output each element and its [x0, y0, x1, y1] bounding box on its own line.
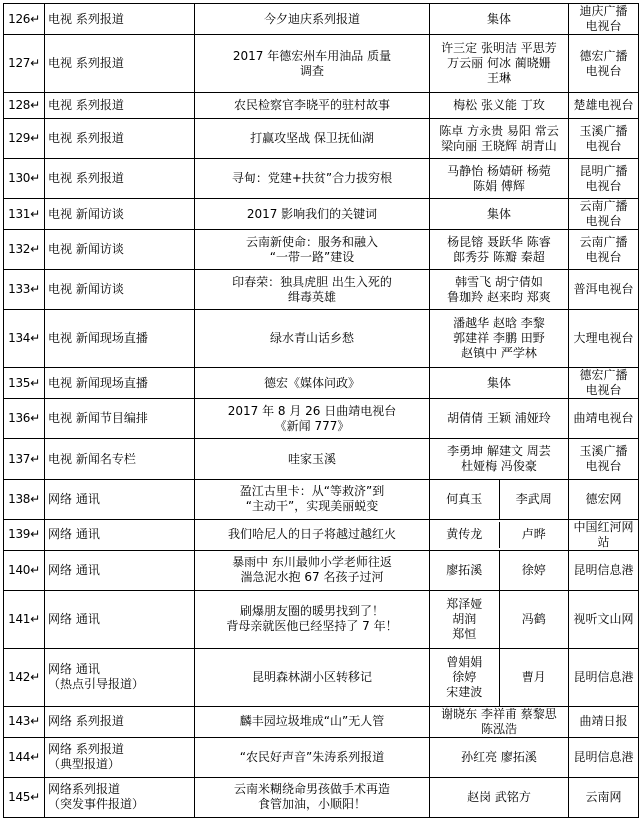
- title-cell: [195, 479, 430, 519]
- author-cell: [430, 310, 569, 368]
- row-number: 141: [8, 611, 31, 626]
- author-cell: [430, 230, 569, 270]
- title-cell: [195, 590, 430, 648]
- table-row: [4, 368, 639, 399]
- unit-text: 电视台: [585, 138, 622, 153]
- unit-text: 德宏网: [585, 491, 622, 506]
- author-text: 潘越华 赵晗 李黎: [453, 316, 545, 331]
- row-number-cell: [4, 93, 45, 119]
- unit-cell: [569, 706, 639, 737]
- unit-text: 昆明信息港: [573, 749, 634, 764]
- table-row: [4, 199, 639, 230]
- title-text: “一带一路”建设: [269, 249, 355, 264]
- category-text: 电视 系列报道: [48, 11, 124, 26]
- row-number: 135: [8, 375, 31, 390]
- title-cell: [195, 4, 430, 35]
- author-text: 鲁珈羚 赵来昀 郑爽: [447, 289, 551, 304]
- table-row: [4, 519, 639, 550]
- author-primary: 曾娟娟 徐婷 宋建波: [446, 654, 483, 699]
- unit-cell: [569, 777, 639, 817]
- unit-text: 云南广播: [579, 199, 628, 214]
- unit-text: 楚雄电视台: [573, 98, 634, 113]
- row-number: 126: [8, 11, 31, 26]
- unit-text: 德宏广播: [579, 48, 628, 63]
- category-cell: [45, 777, 195, 817]
- row-number-cell: [4, 119, 45, 159]
- unit-text: 电视台: [585, 214, 622, 229]
- author-text: 杨昆镕 聂跃华 陈睿: [447, 234, 551, 249]
- author-cell: [430, 550, 569, 590]
- unit-text: 昆明广播: [579, 163, 628, 178]
- title-cell: [195, 777, 430, 817]
- author-text: 万云丽 何冰 蔺晓姗: [447, 56, 551, 71]
- unit-cell: [569, 439, 639, 479]
- author-text: 集体: [486, 206, 511, 221]
- row-number-cell: [4, 399, 45, 439]
- paragraph-mark: ↵: [30, 56, 40, 71]
- unit-cell: [569, 4, 639, 35]
- author-cell: [430, 199, 569, 230]
- title-text: 食管加油，小顺阳！: [257, 797, 366, 812]
- table-row: [4, 439, 639, 479]
- paragraph-mark: ↵: [30, 749, 40, 764]
- title-text: 2017 年 8 月 26 日曲靖电视台: [227, 403, 397, 418]
- author-cell: [430, 399, 569, 439]
- category-text: 电视 新闻访谈: [48, 206, 124, 221]
- title-cell: [195, 648, 430, 706]
- paragraph-mark: ↵: [30, 411, 40, 426]
- category-cell: [45, 439, 195, 479]
- author-cell: [430, 368, 569, 399]
- unit-text: 普洱电视台: [573, 282, 634, 297]
- row-number: 129: [8, 131, 31, 146]
- title-text: 德宏《媒体问政》: [263, 375, 360, 390]
- title-cell: [195, 230, 430, 270]
- title-text: “农民好声音”朱涛系列报道: [239, 749, 385, 764]
- row-number: 131: [8, 206, 31, 221]
- table-row: [4, 648, 639, 706]
- table-row: [4, 777, 639, 817]
- paragraph-mark: ↵: [30, 242, 40, 257]
- row-number: 142: [8, 669, 31, 684]
- table-row: [4, 399, 639, 439]
- author-primary: 郑泽娅 胡润 郑恒: [446, 596, 483, 641]
- unit-cell: [569, 310, 639, 368]
- author-cell: [430, 590, 569, 648]
- unit-cell: [569, 399, 639, 439]
- author-text: 许三定 张明洁 平思芳: [441, 41, 557, 56]
- category-text: 电视 系列报道: [48, 98, 124, 113]
- title-text: 湍急泥水抱 67 名孩子过河: [240, 570, 384, 585]
- category-text: 电视 新闻现场直播: [48, 375, 148, 390]
- unit-text: 迪庆广播: [579, 4, 628, 19]
- title-text: “主动干”，实现美丽蜕变: [245, 499, 379, 514]
- row-number: 130: [8, 171, 31, 186]
- category-cell: [45, 368, 195, 399]
- table-row: [4, 4, 639, 35]
- title-text: 今夕迪庆系列报道: [263, 11, 360, 26]
- table-row: [4, 737, 639, 777]
- title-text: 刷爆朋友圈的暖男找到了！: [239, 604, 384, 619]
- row-number-cell: [4, 590, 45, 648]
- awards-table: [3, 3, 639, 818]
- author-cell: [430, 270, 569, 310]
- row-number: 127: [8, 56, 31, 71]
- category-cell: [45, 590, 195, 648]
- title-text: 暴雨中 东川最帅小学老师往返: [232, 555, 392, 570]
- unit-text: 电视台: [585, 19, 622, 34]
- title-cell: [195, 159, 430, 199]
- unit-cell: [569, 199, 639, 230]
- author-cell: [430, 737, 569, 777]
- author-text: 孙红亮 廖拓溪: [461, 749, 537, 764]
- title-cell: [195, 550, 430, 590]
- author-text: 马静怡 杨婧研 杨菀: [447, 163, 551, 178]
- title-cell: [195, 706, 430, 737]
- paragraph-mark: ↵: [30, 527, 40, 542]
- table-row: [4, 35, 639, 93]
- paragraph-mark: ↵: [30, 131, 40, 146]
- row-number-cell: [4, 519, 45, 550]
- title-text: 缉毒英雄: [287, 289, 336, 304]
- row-number-cell: [4, 310, 45, 368]
- title-cell: [195, 119, 430, 159]
- unit-cell: [569, 159, 639, 199]
- author-text: 梁向丽 王晓辉 胡青山: [441, 138, 557, 153]
- row-number-cell: [4, 737, 45, 777]
- unit-text: 电视台: [585, 249, 622, 264]
- row-number-cell: [4, 648, 45, 706]
- title-text: 2017 年德宏州车用油品 质量: [232, 48, 392, 63]
- title-cell: [195, 368, 430, 399]
- author-cell: [430, 439, 569, 479]
- awards-table-body: [4, 4, 639, 818]
- author-editor: 李武周: [499, 480, 569, 519]
- author-split: [430, 649, 568, 706]
- title-cell: [195, 199, 430, 230]
- category-text: 电视 新闻访谈: [48, 242, 124, 257]
- table-row: [4, 270, 639, 310]
- title-cell: [195, 310, 430, 368]
- category-text: （热点引导报道）: [48, 677, 145, 692]
- author-cell: [430, 479, 569, 519]
- title-text: 我们哈尼人的日子将越过越红火: [227, 527, 396, 542]
- paragraph-mark: ↵: [30, 171, 40, 186]
- author-text: 郭建祥 李鹏 田野: [453, 331, 545, 346]
- row-number-cell: [4, 777, 45, 817]
- author-split: [430, 591, 568, 648]
- row-number: 136: [8, 411, 31, 426]
- category-text: （典型报道）: [48, 757, 121, 772]
- unit-text: 云南网: [585, 789, 622, 804]
- category-text: 电视 新闻现场直播: [48, 331, 148, 346]
- unit-cell: [569, 119, 639, 159]
- category-text: 电视 系列报道: [48, 56, 124, 71]
- title-text: 云南米糊绕命男孩做手术再造: [233, 782, 390, 797]
- table-row: [4, 479, 639, 519]
- row-number: 128: [8, 98, 31, 113]
- author-split: [430, 522, 568, 548]
- title-text: 调查: [299, 63, 324, 78]
- row-number: 132: [8, 242, 31, 257]
- unit-text: 中国红河网站: [573, 519, 634, 549]
- category-text: 网络 通讯: [48, 662, 100, 677]
- paragraph-mark: ↵: [30, 714, 40, 729]
- category-cell: [45, 230, 195, 270]
- paragraph-mark: ↵: [30, 98, 40, 113]
- author-cell: [430, 119, 569, 159]
- unit-cell: [569, 368, 639, 399]
- category-cell: [45, 399, 195, 439]
- row-number: 139: [8, 527, 31, 542]
- author-text: 赵镇中 严学林: [461, 346, 537, 361]
- author-split: [430, 551, 568, 590]
- author-primary: 何真玉: [446, 491, 483, 506]
- category-cell: [45, 648, 195, 706]
- category-cell: [45, 4, 195, 35]
- row-number: 144: [8, 749, 31, 764]
- author-text: 郎秀芬 陈瓣 秦超: [453, 249, 545, 264]
- title-text: 《新闻 777》: [274, 418, 350, 433]
- category-text: 电视 系列报道: [48, 171, 124, 186]
- row-number: 140: [8, 562, 31, 577]
- unit-text: 电视台: [585, 178, 622, 193]
- unit-cell: [569, 648, 639, 706]
- row-number-cell: [4, 439, 45, 479]
- category-text: （突发事件报道）: [48, 797, 145, 812]
- row-number: 134: [8, 331, 31, 346]
- author-cell: [430, 648, 569, 706]
- category-text: 网络 通讯: [48, 611, 100, 626]
- unit-cell: [569, 93, 639, 119]
- paragraph-mark: ↵: [30, 611, 40, 626]
- table-row: [4, 310, 639, 368]
- paragraph-mark: ↵: [30, 331, 40, 346]
- category-text: 网络 通讯: [48, 527, 100, 542]
- paragraph-mark: ↵: [30, 11, 40, 26]
- author-text: 陈泓浩: [480, 721, 517, 736]
- row-number-cell: [4, 479, 45, 519]
- unit-cell: [569, 590, 639, 648]
- unit-text: 云南广播: [579, 234, 628, 249]
- author-split: [430, 480, 568, 519]
- table-row: [4, 119, 639, 159]
- category-text: 网络 通讯: [48, 491, 100, 506]
- title-cell: [195, 270, 430, 310]
- unit-cell: [569, 35, 639, 93]
- author-editor: 曹月: [499, 649, 569, 706]
- category-cell: [45, 706, 195, 737]
- category-cell: [45, 737, 195, 777]
- category-cell: [45, 159, 195, 199]
- paragraph-mark: ↵: [30, 375, 40, 390]
- row-number-cell: [4, 230, 45, 270]
- title-text: 打赢攻坚战 保卫抚仙湖: [250, 131, 374, 146]
- table-row: [4, 230, 639, 270]
- unit-text: 电视台: [585, 383, 622, 398]
- category-cell: [45, 519, 195, 550]
- row-number: 138: [8, 491, 31, 506]
- unit-cell: [569, 230, 639, 270]
- title-cell: [195, 399, 430, 439]
- row-number-cell: [4, 159, 45, 199]
- title-text: 麟丰园垃圾堆成“山”无人管: [239, 714, 385, 729]
- unit-text: 视听文山网: [573, 611, 634, 626]
- title-text: 昆明森林湖小区转移记: [251, 669, 372, 684]
- category-cell: [45, 270, 195, 310]
- author-primary: 廖拓溪: [446, 562, 483, 577]
- row-number-cell: [4, 706, 45, 737]
- row-number-cell: [4, 199, 45, 230]
- table-row: [4, 590, 639, 648]
- category-cell: [45, 119, 195, 159]
- unit-text: 大理电视台: [573, 331, 634, 346]
- row-number-cell: [4, 550, 45, 590]
- paragraph-mark: ↵: [30, 491, 40, 506]
- title-text: 云南新使命：服务和融入: [245, 234, 378, 249]
- author-cell: [430, 159, 569, 199]
- category-cell: [45, 93, 195, 119]
- category-cell: [45, 479, 195, 519]
- unit-text: 昆明信息港: [573, 562, 634, 577]
- title-text: 寻甸：党建+扶贫”合力拔穷根: [231, 171, 393, 186]
- title-text: 农民检察官李晓平的驻村故事: [233, 98, 390, 113]
- author-text: 集体: [486, 11, 511, 26]
- author-text: 陈卓 方永贵 易阳 常云: [439, 123, 559, 138]
- paragraph-mark: ↵: [30, 282, 40, 297]
- table-row: [4, 706, 639, 737]
- title-text: 2017 影响我们的关键词: [246, 206, 378, 221]
- row-number: 143: [8, 714, 31, 729]
- unit-cell: [569, 270, 639, 310]
- author-primary: 黄传龙: [446, 527, 483, 542]
- table-row: [4, 550, 639, 590]
- title-cell: [195, 737, 430, 777]
- title-text: 印春荣：独具虎胆 出生入死的: [232, 274, 392, 289]
- row-number-cell: [4, 4, 45, 35]
- row-number: 145: [8, 789, 31, 804]
- title-cell: [195, 439, 430, 479]
- category-text: 网络 系列报道: [48, 714, 124, 729]
- author-cell: [430, 4, 569, 35]
- unit-cell: [569, 737, 639, 777]
- category-cell: [45, 35, 195, 93]
- unit-text: 曲靖电视台: [573, 411, 634, 426]
- table-row: [4, 159, 639, 199]
- category-text: 电视 新闻访谈: [48, 282, 124, 297]
- unit-text: 德宏广播: [579, 368, 628, 383]
- row-number: 137: [8, 451, 31, 466]
- unit-cell: [569, 519, 639, 550]
- author-text: 谢晓东 李祥甫 蔡黎思: [441, 706, 557, 721]
- category-cell: [45, 199, 195, 230]
- unit-text: 昆明信息港: [573, 669, 634, 684]
- row-number: 133: [8, 282, 31, 297]
- author-text: 赵岗 武铭方: [467, 789, 531, 804]
- paragraph-mark: ↵: [30, 669, 40, 684]
- title-text: 哇家玉溪: [287, 451, 336, 466]
- category-text: 电视 新闻名专栏: [48, 451, 136, 466]
- author-cell: [430, 519, 569, 550]
- author-editor: 冯鹤: [499, 591, 569, 648]
- category-text: 电视 新闻节目编排: [48, 411, 148, 426]
- category-text: 网络 通讯: [48, 562, 100, 577]
- row-number-cell: [4, 35, 45, 93]
- author-text: 陈娟 傅辉: [473, 178, 525, 193]
- unit-text: 电视台: [585, 63, 622, 78]
- author-editor: 卢晔: [499, 522, 569, 548]
- author-cell: [430, 93, 569, 119]
- title-cell: [195, 35, 430, 93]
- category-cell: [45, 550, 195, 590]
- unit-text: 曲靖日报: [579, 714, 628, 729]
- paragraph-mark: ↵: [30, 562, 40, 577]
- title-cell: [195, 93, 430, 119]
- title-text: 背母亲就医他已经坚持了 7 年！: [226, 619, 398, 634]
- table-row: [4, 93, 639, 119]
- unit-cell: [569, 550, 639, 590]
- paragraph-mark: ↵: [30, 451, 40, 466]
- unit-cell: [569, 479, 639, 519]
- title-cell: [195, 519, 430, 550]
- author-cell: [430, 35, 569, 93]
- category-cell: [45, 310, 195, 368]
- unit-text: 玉溪广播: [579, 444, 628, 458]
- category-text: 网络 系列报道: [48, 742, 124, 757]
- author-text: 杜娅梅 冯俊豪: [461, 459, 537, 473]
- author-text: 梅松 张义能 丁玫: [453, 98, 545, 113]
- author-text: 胡倩倩 王颖 浦娅玲: [447, 411, 551, 426]
- author-cell: [430, 706, 569, 737]
- title-text: 盈江古里卡：从“等救济”到: [239, 484, 385, 499]
- category-text: 网络系列报道: [48, 782, 121, 797]
- author-editor: 徐婷: [499, 551, 569, 590]
- author-text: 李勇坤 解建文 周芸: [447, 444, 551, 458]
- title-text: 绿水青山话乡愁: [269, 331, 354, 346]
- author-cell: [430, 777, 569, 817]
- paragraph-mark: ↵: [30, 789, 40, 804]
- unit-text: 电视台: [585, 459, 622, 473]
- author-text: 王琳: [486, 71, 511, 86]
- row-number-cell: [4, 270, 45, 310]
- author-text: 集体: [486, 375, 511, 390]
- paragraph-mark: ↵: [30, 206, 40, 221]
- row-number-cell: [4, 368, 45, 399]
- unit-text: 玉溪广播: [579, 123, 628, 138]
- author-text: 韩雪飞 胡宁倩如: [455, 274, 543, 289]
- category-text: 电视 系列报道: [48, 131, 124, 146]
